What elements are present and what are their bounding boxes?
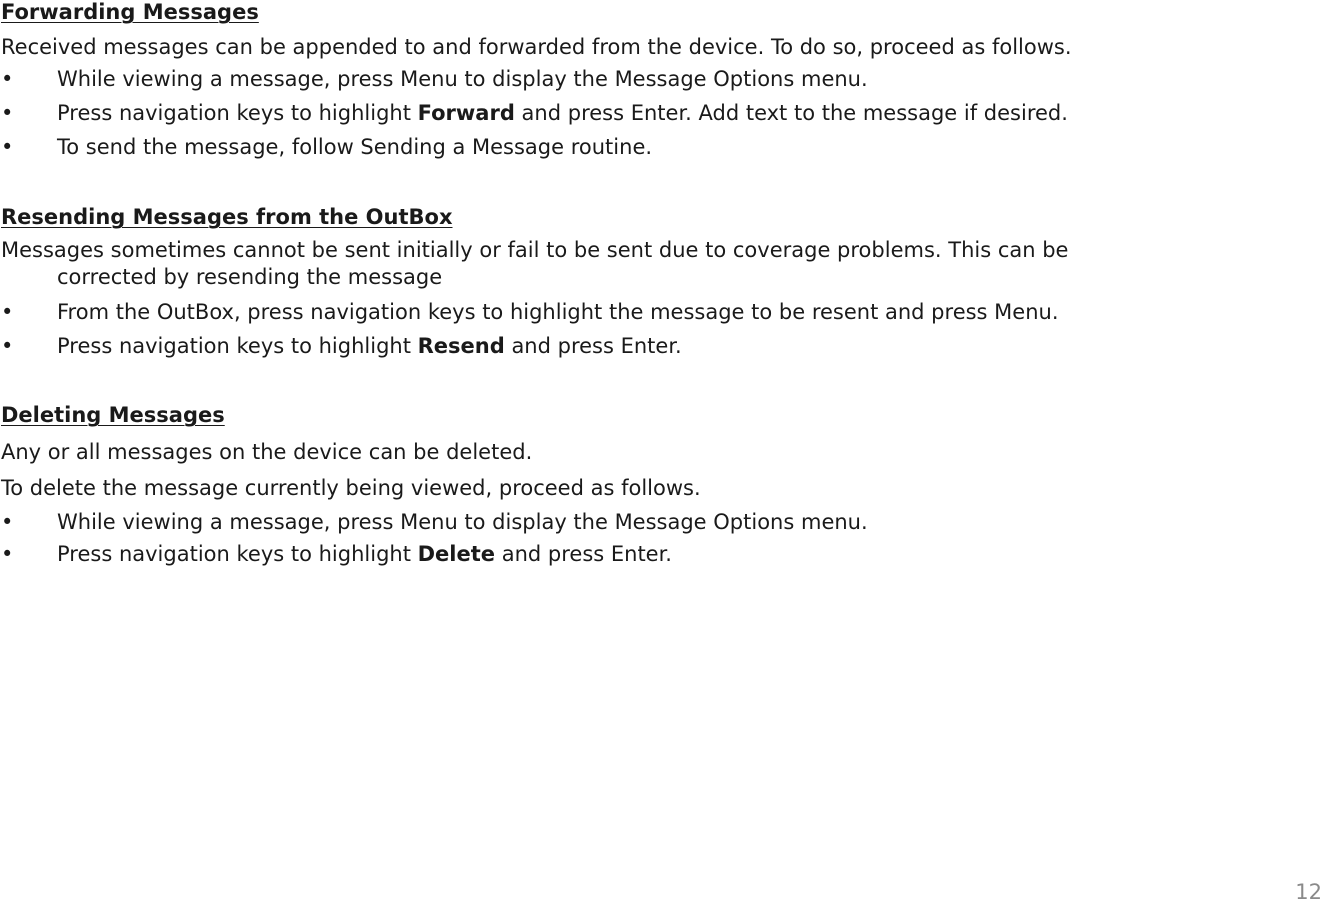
section-heading-resending: Resending Messages from the OutBox <box>1 205 453 229</box>
list-item: While viewing a message, press Menu to display the Message Options menu. <box>57 67 868 91</box>
list-item: To send the message, follow Sending a Message routine. <box>57 135 653 159</box>
list-item: While viewing a message, press Menu to display the Message Options menu. <box>57 510 868 534</box>
list-item: From the OutBox, press navigation keys to highlight the message to be resent and press Menu. <box>57 300 1059 324</box>
list-item: Press navigation keys to highlight Delete and press Enter. <box>57 542 672 566</box>
bullet-icon: • <box>1 135 14 159</box>
section-intro-forwarding: Received messages can be appended to and forwarded from the device. To do so, proceed as follows. <box>1 35 1072 59</box>
list-item: Press navigation keys to highlight Forward and press Enter. Add text to the message if desired. <box>57 101 1068 125</box>
bullet-icon: • <box>1 542 14 566</box>
section-heading-forwarding: Forwarding Messages <box>1 0 259 24</box>
section-heading-deleting: Deleting Messages <box>1 403 225 427</box>
bullet-icon: • <box>1 101 14 125</box>
page-number: 12 <box>1295 880 1322 904</box>
keyword-resend: Resend <box>417 334 505 358</box>
list-item: Press navigation keys to highlight Resend and press Enter. <box>57 334 682 358</box>
section-intro-resending: Messages sometimes cannot be sent initially or fail to be sent due to coverage problems. This can be <box>1 238 1069 262</box>
bullet-icon: • <box>1 67 14 91</box>
bullet-icon: • <box>1 334 14 358</box>
keyword-forward: Forward <box>417 101 515 125</box>
bullet-icon: • <box>1 510 14 534</box>
keyword-delete: Delete <box>417 542 496 566</box>
bullet-icon: • <box>1 300 14 324</box>
section-intro-deleting-2: To delete the message currently being viewed, proceed as follows. <box>1 476 701 500</box>
section-intro-resending-cont: corrected by resending the message <box>57 265 443 289</box>
section-intro-deleting: Any or all messages on the device can be deleted. <box>1 440 533 464</box>
